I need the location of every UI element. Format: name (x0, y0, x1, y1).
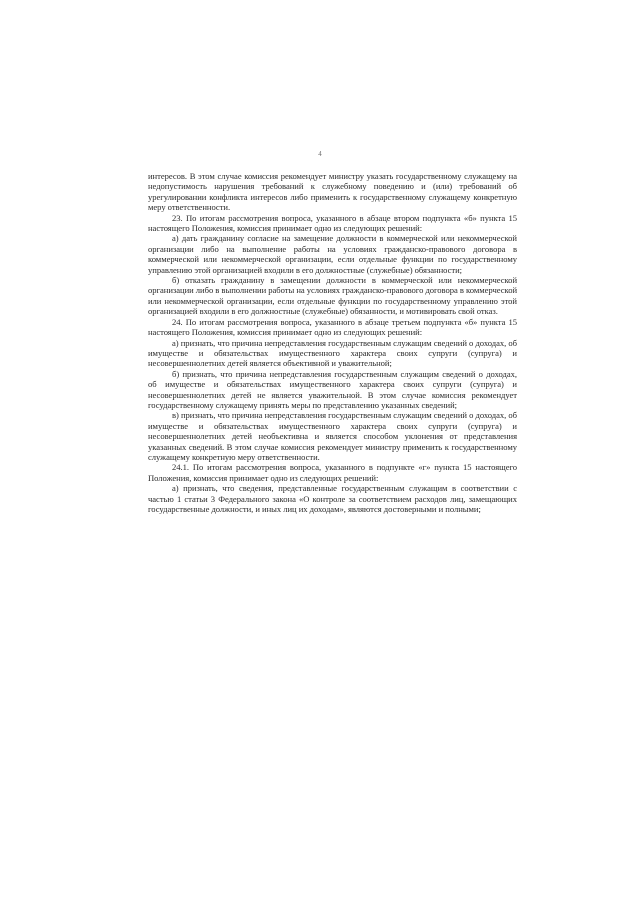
document-body (148, 171, 517, 514)
paragraph-23-b: б) отказать гражданину в замещении должности в коммерческой или некоммерческой организации либо в выполнении работы на условиях гражданско-правового договора в коммерческой или некоммерческой организации, если отдельные функции по государственному управлению этой организацией входили в его должностные (служебные) обязанности, и мотивировать свой отказ. (148, 275, 518, 317)
page-number: 4 (318, 150, 322, 158)
paragraph-23-a: а) дать гражданину согласие на замещение должности в коммерческой или некоммерческой организации либо на выполнение работы на условиях гражданско-правового договора в коммерческой или некоммерческой организации, если отдельные функции по государственному управлению этой организацией входили в его должностные (служебные) обязанности; (148, 233, 517, 275)
paragraph-24-1: 24.1. По итогам рассмотрения вопроса, указанного в подпункте «г» пункта 15 настоящего Положения, комиссия принимает одно из следующих решений: (148, 462, 517, 483)
paragraph-intro-continuation: интересов. В этом случае комиссия рекомендует министру указать государственному служащему на недопустимость нарушения требований к служебному поведению и (или) требований об урегулировании конфликта интересов либо применить к государственному служащему конкретную меру ответственности. (148, 171, 517, 213)
paragraph-24: 24. По итогам рассмотрения вопроса, указанного в абзаце третьем подпункта «б» пункта 15 настоящего Положения, комиссия принимает одно из следующих решений: (148, 316, 517, 338)
paragraph-24-1-a: а) признать, что сведения, представленные государственным служащим в соответствии с частью 1 статьи 3 Федерального закона «О контроле за соответствием расходов лиц, замещающих государственные должности, и иных лиц их доходам», являются достоверными и полными; (148, 483, 517, 514)
paragraph-24-v: в) признать, что причина непредставления государственным служащим сведений о доходах, об имуществе и обязательствах имущественного характера своих супруги (супруга) и несовершеннолетних детей необъективна и является способом уклонения от представления указанных сведений. В этом случае комиссия рекомендует министру применить к государственному служащему конкретную меру ответственности. (148, 410, 517, 462)
paragraph-24-a: а) признать, что причина непредставления государственным служащим сведений о доходах, об имуществе и обязательствах имущественного характера своих супруги (супруга) и несовершеннолетних детей является объективной и уважительной; (148, 337, 517, 369)
paragraph-24-b: б) признать, что причина непредставления государственным служащим сведений о доходах, об имуществе и обязательствах имущественного характера своих супруги (супруга) и несовершеннолетних детей не является уважительной. В этом случае комиссия рекомендует государственному служащему принять меры по представлению указанных сведений; (148, 368, 517, 410)
paragraph-23: 23. По итогам рассмотрения вопроса, указанного в абзаце втором подпункта «б» пункта 15 настоящего Положения, комиссия принимает одно из следующих решений: (148, 212, 517, 234)
